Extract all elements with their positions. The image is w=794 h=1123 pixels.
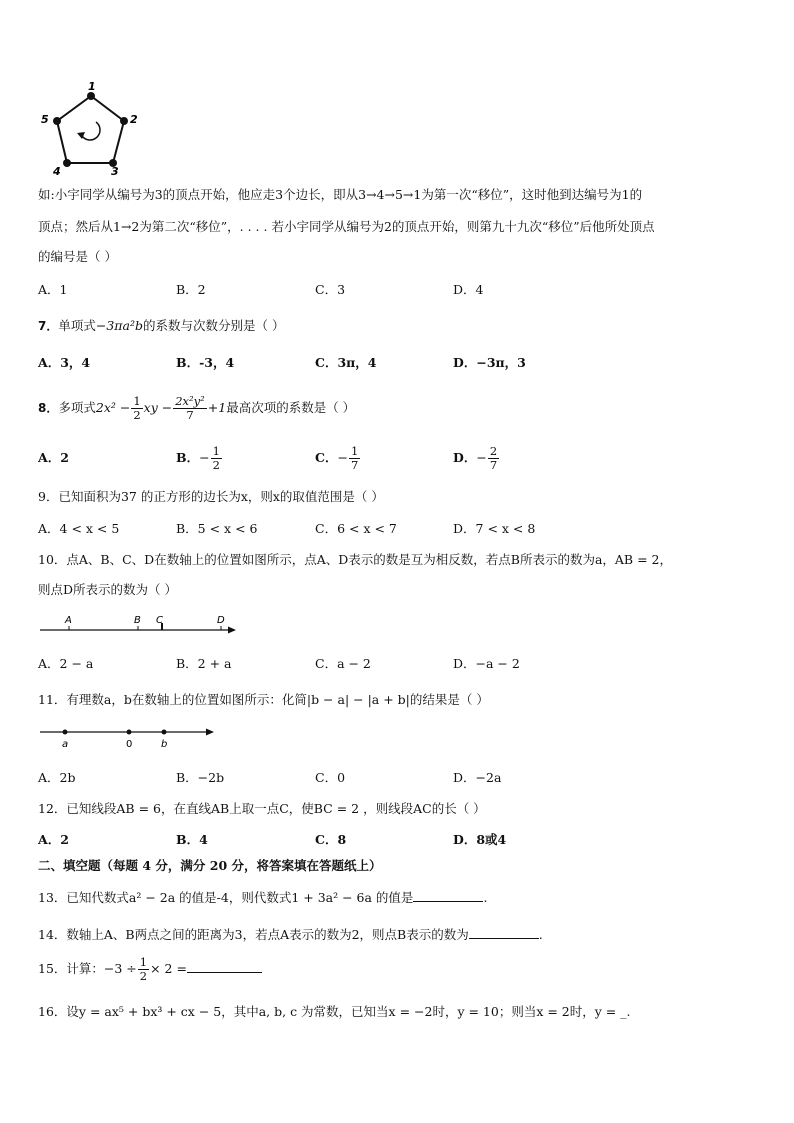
axis-label-d: D [217, 615, 225, 626]
q7-text-a: 单项式 [58, 318, 96, 333]
q11-options [38, 769, 738, 787]
q6-option-b[interactable]: B．2 [176, 282, 206, 297]
q9-option-a[interactable]: A．4 < x < 5 [38, 521, 120, 536]
vertex-dot [63, 159, 71, 167]
vertex-dot [87, 92, 95, 100]
q8-expr-a: 2x² − [95, 400, 131, 415]
q14-text: 14．数轴上A、B两点之间的距离为3，若点A表示的数为2，则点B表示的数为 [38, 927, 469, 942]
q8-option-a[interactable]: A．2 [38, 450, 69, 465]
q6-option-a[interactable]: A．1 [38, 282, 68, 297]
q12-options [38, 831, 738, 849]
q9-option-d[interactable]: D．7 < x < 8 [453, 521, 536, 536]
vertex-dot [120, 117, 128, 125]
axis-label-b: B [134, 615, 141, 626]
axis-label-a: a [62, 739, 69, 750]
vertex-label: 5 [41, 113, 49, 126]
pentagon-outline [57, 96, 124, 163]
q12-stem: 12．已知线段AB = 6，在直线AB上取一点C，使BC = 2 ，则线段AC的长（ ） [38, 801, 486, 816]
q8-options [38, 440, 738, 476]
q8-fraction-1: $\frac{1}{2}$ [133, 394, 141, 422]
pentagon-figure [36, 80, 146, 180]
axis-label-zero: 0 [126, 739, 133, 750]
vertex-label: 2 [130, 113, 138, 126]
q10-line1: 10．点A、B、C、D在数轴上的位置如图所示，点A、D表示的数是互为相反数，若点B所表示的数为a，AB = 2， [38, 552, 672, 567]
q9-option-b[interactable]: B．5 < x < 6 [176, 521, 258, 536]
q15-fraction: $\frac{1}{2}$ [139, 955, 148, 983]
q6-option-d[interactable]: D．4 [453, 282, 484, 297]
q10-option-a[interactable]: A．2 − a [38, 656, 94, 671]
q8-expr-c: +1 [207, 400, 227, 415]
axis-label-c: C [156, 615, 163, 626]
q8-option-b[interactable]: B．− $\frac{1}{2}$ [176, 444, 220, 472]
q11-option-d[interactable]: D．−2a [453, 770, 502, 785]
point-b [162, 730, 167, 735]
q8-number: 8． [38, 401, 59, 415]
q6-options [38, 281, 738, 299]
q6-line2: 顶点；然后从1→2为第二次“移位”，. . . . 若小宇同学从编号为2的顶点开始，则第九十九次“移位”后他所处顶点 [38, 219, 655, 234]
q7-text-b: 的系数与次数分别是（ ） [142, 318, 285, 333]
q8-expr-b: xy − [143, 400, 173, 415]
q8-text-b: 最高次项的系数是（ ） [226, 400, 356, 415]
q7-option-d[interactable]: D．−3π，3 [453, 355, 526, 370]
section-heading: 二、填空题（每题 4 分，满分 20 分，将答案填在答题纸上） [38, 858, 382, 873]
rotation-arrow-icon [82, 122, 100, 140]
vertex-label: 3 [111, 165, 119, 178]
q7-stem [38, 317, 284, 335]
q10-line2: 则点D所表示的数为（ ） [38, 582, 177, 597]
vertex-label: 4 [53, 165, 61, 178]
q9-stem: 9．已知面积为37 的正方形的边长为x，则x的取值范围是（ ） [38, 489, 384, 504]
axis-arrow-icon [228, 627, 236, 634]
q10-option-d[interactable]: D．−a − 2 [453, 656, 520, 671]
q6-option-c[interactable]: C．3 [315, 282, 346, 297]
q11-option-c[interactable]: C．0 [315, 770, 346, 785]
q13-answer-blank[interactable] [413, 888, 483, 902]
q11-stem: 11．有理数a，b在数轴上的位置如图所示：化简|b − a| − |a + b|的结果是（ ） [38, 692, 489, 707]
q12-option-b[interactable]: B．4 [176, 832, 208, 847]
q15-stem [38, 952, 262, 986]
q10-option-b[interactable]: B．2 + a [176, 656, 232, 671]
q15-text-a: 15．计算：−3 ÷ [38, 961, 137, 976]
q11-option-b[interactable]: B．−2b [176, 770, 225, 785]
q15-answer-blank[interactable] [187, 959, 262, 973]
vertex-label: 1 [88, 80, 96, 93]
q7-option-b[interactable]: B．-3，4 [176, 355, 235, 370]
q8-option-c[interactable]: C．− $\frac{1}{7}$ [315, 444, 359, 472]
q7-option-c[interactable]: C．3π，4 [315, 355, 377, 370]
q8-stem [38, 390, 355, 426]
q12-option-c[interactable]: C．8 [315, 832, 347, 847]
point-zero [127, 730, 132, 735]
q7-option-a[interactable]: A．3，4 [38, 355, 91, 370]
point-a [63, 730, 68, 735]
axis-label-b: b [161, 739, 168, 750]
q10-number-line [38, 610, 243, 638]
q7-number: 7． [38, 319, 59, 333]
q13-stem: 13．已知代数式a² − 2a 的值是-4，则代数式1 + 3a² − 6a 的值是 . [38, 890, 488, 905]
q14-answer-blank[interactable] [469, 925, 539, 939]
axis-label-a: A [65, 615, 72, 626]
q9-option-c[interactable]: C．6 < x < 7 [315, 521, 397, 536]
q14-stem: 14．数轴上A、B两点之间的距离为3，若点A表示的数为2，则点B表示的数为 . [38, 927, 543, 942]
q10-option-c[interactable]: C．a − 2 [315, 656, 371, 671]
q15-text-b: × 2 = [150, 961, 187, 976]
q13-text: 13．已知代数式a² − 2a 的值是-4，则代数式1 + 3a² − 6a 的值是 [38, 890, 414, 905]
q10-options [38, 655, 738, 673]
q16-stem: 16．设y = ax⁵ + bx³ + cx − 5，其中a, b, c 为常数，已知当x = −2时，y = 10；则当x = 2时，y = _. [38, 1004, 631, 1019]
q11-number-line [38, 722, 220, 752]
q9-options [38, 520, 738, 538]
vertex-dot [53, 117, 61, 125]
q8-fraction-2: $\frac{\text{2x²y²}}{7}$ [175, 394, 205, 422]
q11-option-a[interactable]: A．2b [38, 770, 76, 785]
q12-option-d[interactable]: D．8或4 [453, 832, 507, 847]
q7-expression: −3πa²b [95, 318, 143, 333]
q7-options [38, 354, 738, 372]
q6-line3: 的编号是（ ） [38, 249, 117, 264]
q12-option-a[interactable]: A．2 [38, 832, 69, 847]
q8-option-d[interactable]: D．− $\frac{2}{7}$ [453, 444, 498, 472]
q8-text-a: 多项式 [58, 400, 96, 415]
q6-line1: 如:小宇同学从编号为3的顶点开始，他应走3个边长，即从3→4→5→1为第一次“移位”，这时他到达编号为1的 [38, 187, 643, 202]
axis-arrow-icon [206, 729, 214, 736]
